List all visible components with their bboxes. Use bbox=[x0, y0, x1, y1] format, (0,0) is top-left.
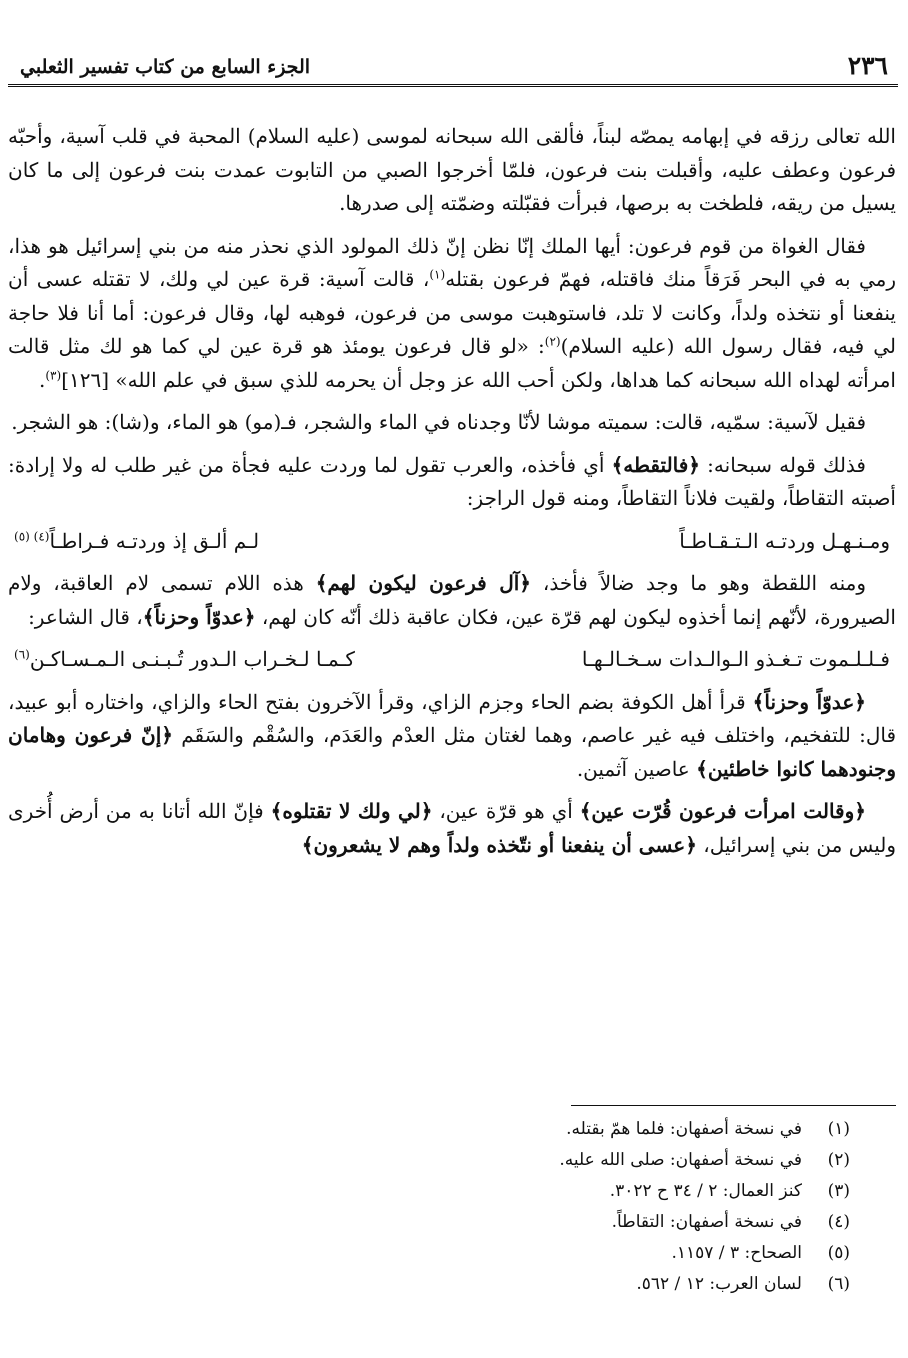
hemistich-left bbox=[14, 643, 355, 677]
paragraph-text: هذه اللام تسمى لام العاقبة، ولام الصيرورة، لأنّهم إنما أخذوه ليكون لهم قرّة عين، فكان عاقبة ذلك أنّه كان لهم، bbox=[8, 571, 896, 629]
footnote-ref: (٢) bbox=[544, 334, 561, 349]
footnotes bbox=[8, 1105, 896, 1300]
footnote-item bbox=[8, 1114, 896, 1145]
paragraph-text: فإنّ الله أتانا به من أرض أُخرى وليس من بني إسرائيل، bbox=[8, 799, 896, 857]
footnote-text: في نسخة أصفهان: صلى الله عليه. bbox=[559, 1150, 802, 1170]
footnote-item bbox=[8, 1176, 896, 1207]
quran-quote: ﴿فالتقطه﴾ bbox=[611, 452, 701, 477]
footnote-number: (٤) bbox=[827, 1212, 850, 1232]
footnote-item bbox=[8, 1269, 896, 1300]
running-title: الجزء السابع من كتاب تفسير الثعلبي bbox=[20, 56, 311, 78]
quran-quote: ﴿عسى أن ينفعنا أو نتّخذه ولداً وهم لا يشعرون﴾ bbox=[301, 832, 697, 857]
footnote-ref: (١) bbox=[429, 267, 446, 282]
footnote-text: لسان العرب: ١٢ / ٥٦٢. bbox=[636, 1274, 802, 1294]
hemistich-text: كـمـا لـخـراب الـدور تُـبـنـى الـمـسـاكـن bbox=[29, 647, 355, 671]
poetry-verse-2 bbox=[8, 643, 896, 677]
footnote-text: في نسخة أصفهان: فلما همّ بقتله. bbox=[566, 1119, 802, 1139]
footnote-number: (٢) bbox=[827, 1150, 850, 1170]
footnote-ref: (٤) (٥) bbox=[14, 528, 50, 543]
quran-quote: ﴿آل فرعون ليكون لهم﴾ bbox=[315, 571, 531, 595]
footnote-divider bbox=[571, 1105, 896, 1106]
footnote-text: كنز العمال: ٢ / ٣٤ ح ٣٠٢٢. bbox=[609, 1181, 802, 1201]
paragraph-text: ، قال الشاعر: bbox=[28, 604, 143, 629]
paragraph-text: فقال الغواة من قوم فرعون: أيها الملك إنّا نظن إنّ ذلك المولود الذي نحذر منه من بني إسرائيل هو هذا، رمي به في البحر فَرَقاً منك فاقتله، فهمّ فرعون بقتله bbox=[8, 233, 896, 291]
footnote-number: (٣) bbox=[827, 1181, 850, 1201]
paragraph-text: أي هو قرّة عين، bbox=[432, 799, 580, 823]
footnote-ref: (٣) bbox=[45, 367, 62, 382]
paragraph-7 bbox=[8, 795, 896, 862]
footnote-text: في نسخة أصفهان: التقاطاً. bbox=[611, 1212, 802, 1232]
hemistich-left bbox=[14, 525, 259, 559]
footnote-item bbox=[8, 1238, 896, 1269]
quran-quote: ﴿عدوّاً وحزناً﴾ bbox=[142, 604, 256, 629]
page-number: ٢٣٦ bbox=[847, 51, 888, 80]
footnote-item bbox=[8, 1145, 896, 1176]
footnote-ref: (٦) bbox=[14, 647, 30, 662]
paragraph-text: فذلك قوله سبحانه: bbox=[700, 452, 866, 477]
paragraph-1 bbox=[8, 120, 896, 221]
poetry-verse-1 bbox=[8, 525, 896, 559]
paragraph-2 bbox=[8, 230, 896, 398]
quran-quote: ﴿وقالت امرأت فرعون قُرّت عين﴾ bbox=[579, 799, 866, 823]
paragraph-text: عاصين آثمين. bbox=[576, 756, 697, 781]
paragraph-text: قرأ أهل الكوفة بضم الحاء وجزم الزاي، وقرأ الآخرون بفتح الحاء والزاي، واختاره أبو عبيد، قال: للتفخيم، واختلف فيه غير عاصم، وهما لغتان مثل العدْم والعَدَم، والسُقْم والسَقَم bbox=[8, 689, 896, 747]
footnote-number: (١) bbox=[827, 1119, 850, 1139]
quran-quote: ﴿لي ولك لا تقتلوه﴾ bbox=[270, 799, 433, 823]
hemistich-right: ومـنـهـل وردتـه الـتـقـاطـاً bbox=[679, 528, 890, 553]
paragraph-3 bbox=[8, 406, 896, 440]
footnote-item bbox=[8, 1207, 896, 1238]
paragraph-text: ، قالت آسية: قرة عين لي ولك، لا تقتله عسى أن ينفعنا أو نتخذه ولداً، وكانت لا تلد، فاستوهبت موسى من فرعون، فوهبه لها، وقال فرعون: أما أنا فلا حاجة لي فيه، فقال رسول الله (عليه السلام) bbox=[8, 267, 897, 358]
paragraph-6 bbox=[8, 686, 896, 787]
quran-quote: ﴿إنّ فرعون وهامان وجنودهما كانوا خاطئين﴾ bbox=[8, 723, 896, 781]
paragraph-text: ومنه اللقطة وهو ما وجد ضالاً فأخذ، bbox=[531, 571, 866, 595]
paragraph-5 bbox=[8, 567, 896, 634]
footnote-number: (٦) bbox=[827, 1274, 850, 1294]
paragraph-text: أي فأخذه، والعرب تقول لما وردت عليه فجأة من غير طلب له ولا إرادة: أصبته التقاطاً، ولقيت فلاناً التقاطاً، ومنه قول الراجز: bbox=[8, 452, 896, 510]
main-text bbox=[8, 120, 896, 871]
paragraph-text: : «لو قال فرعون يومئذ هو قرة عين لي كما هو لك مثل قالت امرأته لهداه الله سبحانه كما هداها، ولكن أحب الله عز وجل أن يحرمه للذي سبق في علم الله» [١٢٦] bbox=[8, 334, 896, 392]
paragraph-text: . bbox=[39, 367, 46, 392]
page-header bbox=[8, 44, 898, 87]
hemistich-right: فـلـلـموت تـغـذو الـوالـدات سـخـالـهـا bbox=[581, 647, 890, 671]
paragraph-text: الله تعالى رزقه في إبهامه يمصّه لبناً، فألقى الله سبحانه لموسى (عليه السلام) المحبة في قلب آسية، وأحبّه فرعون وعطف عليه، وأقبلت بنت فرعون، فلمّا أخرجوا الصبي من التابوت عمدت بنت فرعون إلى ما كان يسيل من ريقه، فلطخت به برصها، فبرأت فقبّلته وضمّته إلى صدرها. bbox=[8, 124, 896, 215]
paragraph-text: فقيل لآسية: سمّيه، قالت: سميته موشا لأنّا وجدناه في الماء والشجر، فـ(مو) هو الماء، و(شا): هو الشجر. bbox=[11, 410, 866, 434]
footnote-text: الصحاح: ٣ / ١١٥٧. bbox=[671, 1243, 802, 1263]
hemistich-text: لـم ألـق إذ وردتـه فـراطـاً bbox=[49, 528, 260, 553]
paragraph-4 bbox=[8, 449, 896, 516]
quran-quote: ﴿عدوّاً وحزناً﴾ bbox=[752, 689, 866, 714]
footnote-number: (٥) bbox=[827, 1243, 850, 1263]
